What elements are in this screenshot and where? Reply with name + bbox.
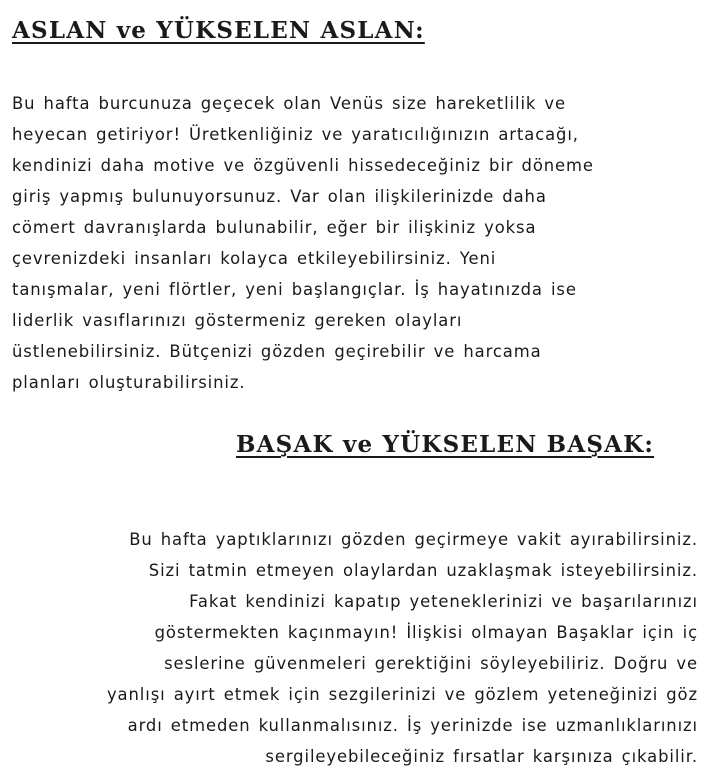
text-line: kendinizi daha motive ve özgüvenli hissedeceğiniz bir döneme xyxy=(12,156,594,175)
text-line: seslerine güvenmeleri gerektiğini söyleyebiliriz. Doğru ve xyxy=(164,654,698,673)
text-line: planları oluşturabilirsiniz. xyxy=(12,373,246,392)
text-line: göstermekten kaçınmayın! İlişkisi olmayan Başaklar için iç xyxy=(154,623,698,642)
text-line: üstlenebilirsiniz. Bütçenizi gözden geçirebilir ve harcama xyxy=(12,342,542,361)
text-line: giriş yapmış bulunuyorsunuz. Var olan ilişkilerinizde daha xyxy=(12,187,547,206)
text-line: tanışmalar, yeni flörtler, yeni başlangıçlar. İş hayatınızda ise xyxy=(12,280,577,299)
text-line: Bu hafta burcunuza geçecek olan Venüs size hareketlilik ve xyxy=(12,94,567,113)
text-line: Sizi tatmin etmeyen olaylardan uzaklaşmak isteyebilirsiniz. xyxy=(148,561,698,580)
section-body-basak xyxy=(107,524,698,772)
text-line: heyecan getiriyor! Üretkenliğiniz ve yaratıcılığınızın artacağı, xyxy=(12,125,579,144)
text-line: liderlik vasıflarınızı göstermeniz gereken olayları xyxy=(12,311,463,330)
text-line: çevrenizdeki insanları kolayca etkileyebilirsiniz. Yeni xyxy=(12,249,497,268)
text-line: Bu hafta yaptıklarınızı gözden geçirmeye vakit ayırabilirsiniz. xyxy=(129,530,698,549)
text-line: sergileyebileceğiniz fırsatlar karşınıza çıkabilir. xyxy=(265,747,698,766)
text-line: cömert davranışlarda bulunabilir, eğer bir ilişkiniz yoksa xyxy=(12,218,537,237)
section-body-aslan xyxy=(12,88,594,398)
section-heading-basak: BAŞAK ve YÜKSELEN BAŞAK: xyxy=(236,431,655,458)
text-line: Fakat kendinizi kapatıp yeteneklerinizi ve başarılarınızı xyxy=(189,592,698,611)
text-line: yanlışı ayırt etmek için sezgilerinizi ve gözlem yeteneğinizi göz xyxy=(106,685,698,704)
section-heading-aslan: ASLAN ve YÜKSELEN ASLAN: xyxy=(12,17,425,44)
text-line: ardı etmeden kullanmalısınız. İş yerinizde ise uzmanlıklarınızı xyxy=(127,716,698,735)
